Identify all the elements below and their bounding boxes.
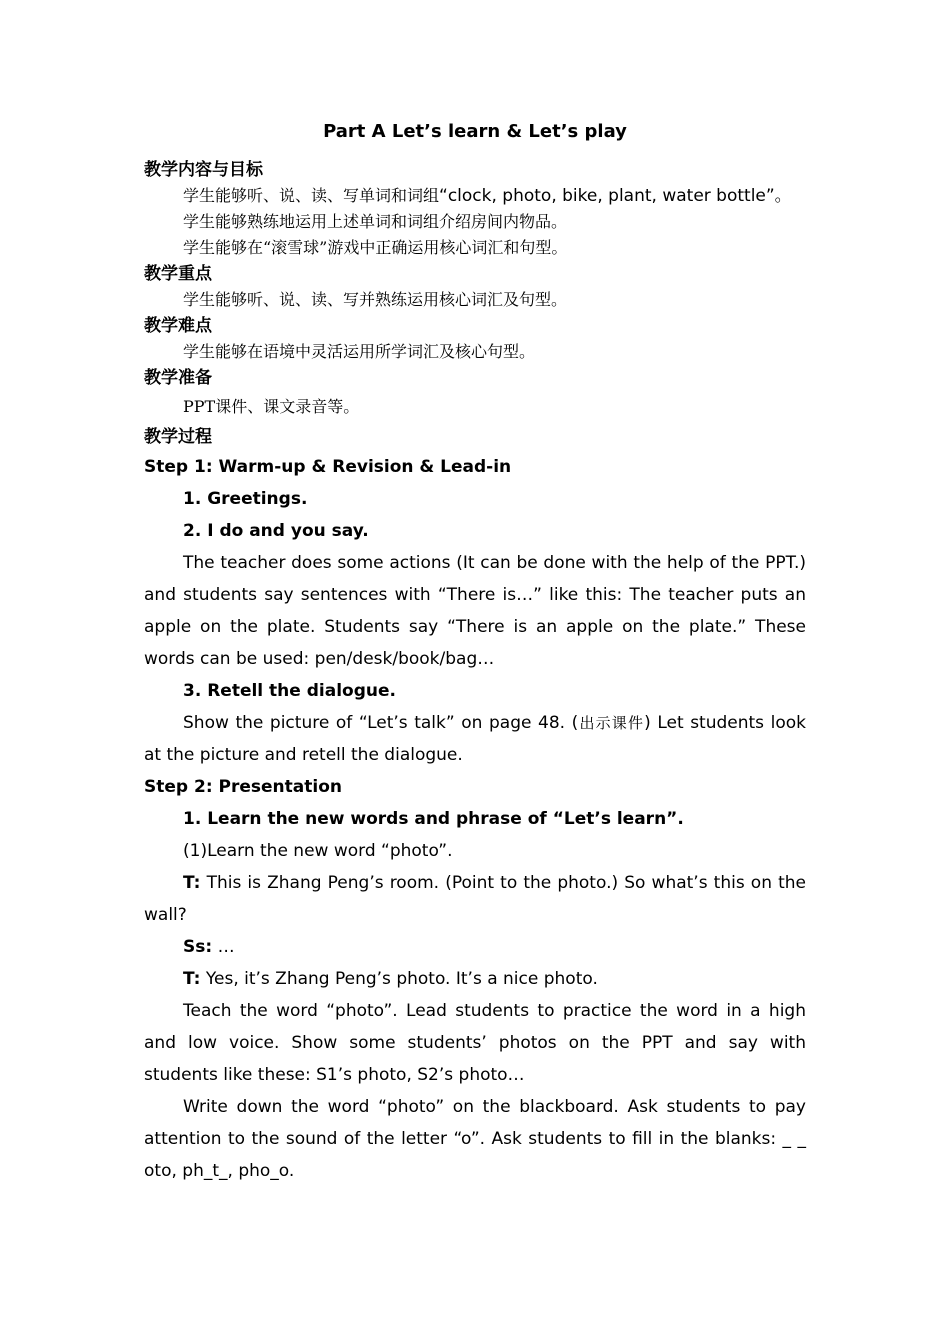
step1-item3-note: 出示课件 [578, 714, 645, 732]
step1-item2-text: The teacher does some actions (It can be done with the help of the PPT.) and students say sentences with “There is…” like this: The teacher puts an apple on the plate. Students say “There is an apple on the plate.” These words can be used: pen/desk/book/bag… [144, 553, 806, 669]
dialogue-line [144, 867, 806, 931]
heading-key-points: 教学重点 [144, 264, 212, 284]
goal-line-2: 学生能够熟练地运用上述单词和词组介绍房间内物品。 [183, 212, 568, 231]
goal-line-1-cn: 学生能够听、说、读、写单词和词组 [183, 186, 440, 205]
step2-para2: Write down the word “photo” on the blackboard. Ask students to pay attention to the sound of the letter “o”. Ask students to fill in the blanks: _ _ oto, ph_t_, pho_o. [144, 1097, 806, 1181]
step1-item3-text-a: Show the picture of “Let’s talk” on page 48. ( [183, 713, 579, 733]
dialogue-line [144, 963, 806, 995]
step2-title: Step 2: Presentation [144, 777, 342, 797]
heading-content-goals: 教学内容与目标 [144, 160, 263, 180]
dialogue-text: … [212, 937, 235, 957]
difficulties-text: 学生能够在语境中灵活运用所学词汇及核心句型。 [183, 342, 536, 361]
dialogue-text: This is Zhang Peng’s room. (Point to the photo.) So what’s this on the wall? [144, 873, 806, 925]
heading-process: 教学过程 [144, 427, 212, 447]
step1-item3-text [144, 707, 806, 771]
step2-item1: 1. Learn the new words and phrase of “Let’s learn”. [183, 809, 684, 829]
lesson-plan-body [144, 117, 806, 1187]
dialogue-text: Yes, it’s Zhang Peng’s photo. It’s a nice photo. [200, 969, 598, 989]
dialogue-speaker: T: [183, 969, 201, 989]
dialogue-speaker: Ss: [183, 937, 213, 957]
step1-item1: 1. Greetings. [183, 489, 308, 509]
goal-line-3: 学生能够在“滚雪球”游戏中正确运用核心词汇和句型。 [183, 238, 568, 257]
preparation-text: PPT课件、课文录音等。 [183, 397, 360, 416]
step2-sub1: (1)Learn the new word “photo”. [183, 841, 453, 861]
page-title: Part A Let’s learn & Let’s play [323, 121, 627, 142]
step1-title: Step 1: Warm-up & Revision & Lead-in [144, 457, 512, 477]
goal-line-1 [144, 183, 806, 209]
step1-item3-text-b: ) Let students look at the picture and retell the dialogue. [144, 713, 806, 765]
step1-item2: 2. I do and you say. [183, 521, 369, 541]
step2-para1: Teach the word “photo”. Lead students to practice the word in a high and low voice. Show some students’ photos on the PPT and say with students like these: S1’s photo, S2’s photo… [144, 1001, 806, 1085]
dialogue-speaker: T: [183, 873, 201, 893]
dialogue-line [144, 931, 806, 963]
step1-item3: 3. Retell the dialogue. [183, 681, 396, 701]
key-points-text: 学生能够听、说、读、写并熟练运用核心词汇及句型。 [183, 290, 568, 309]
heading-difficulties: 教学难点 [144, 316, 212, 336]
heading-preparation: 教学准备 [144, 368, 212, 388]
goal-line-1-en: “clock, photo, bike, plant, water bottle”。 [439, 186, 792, 206]
